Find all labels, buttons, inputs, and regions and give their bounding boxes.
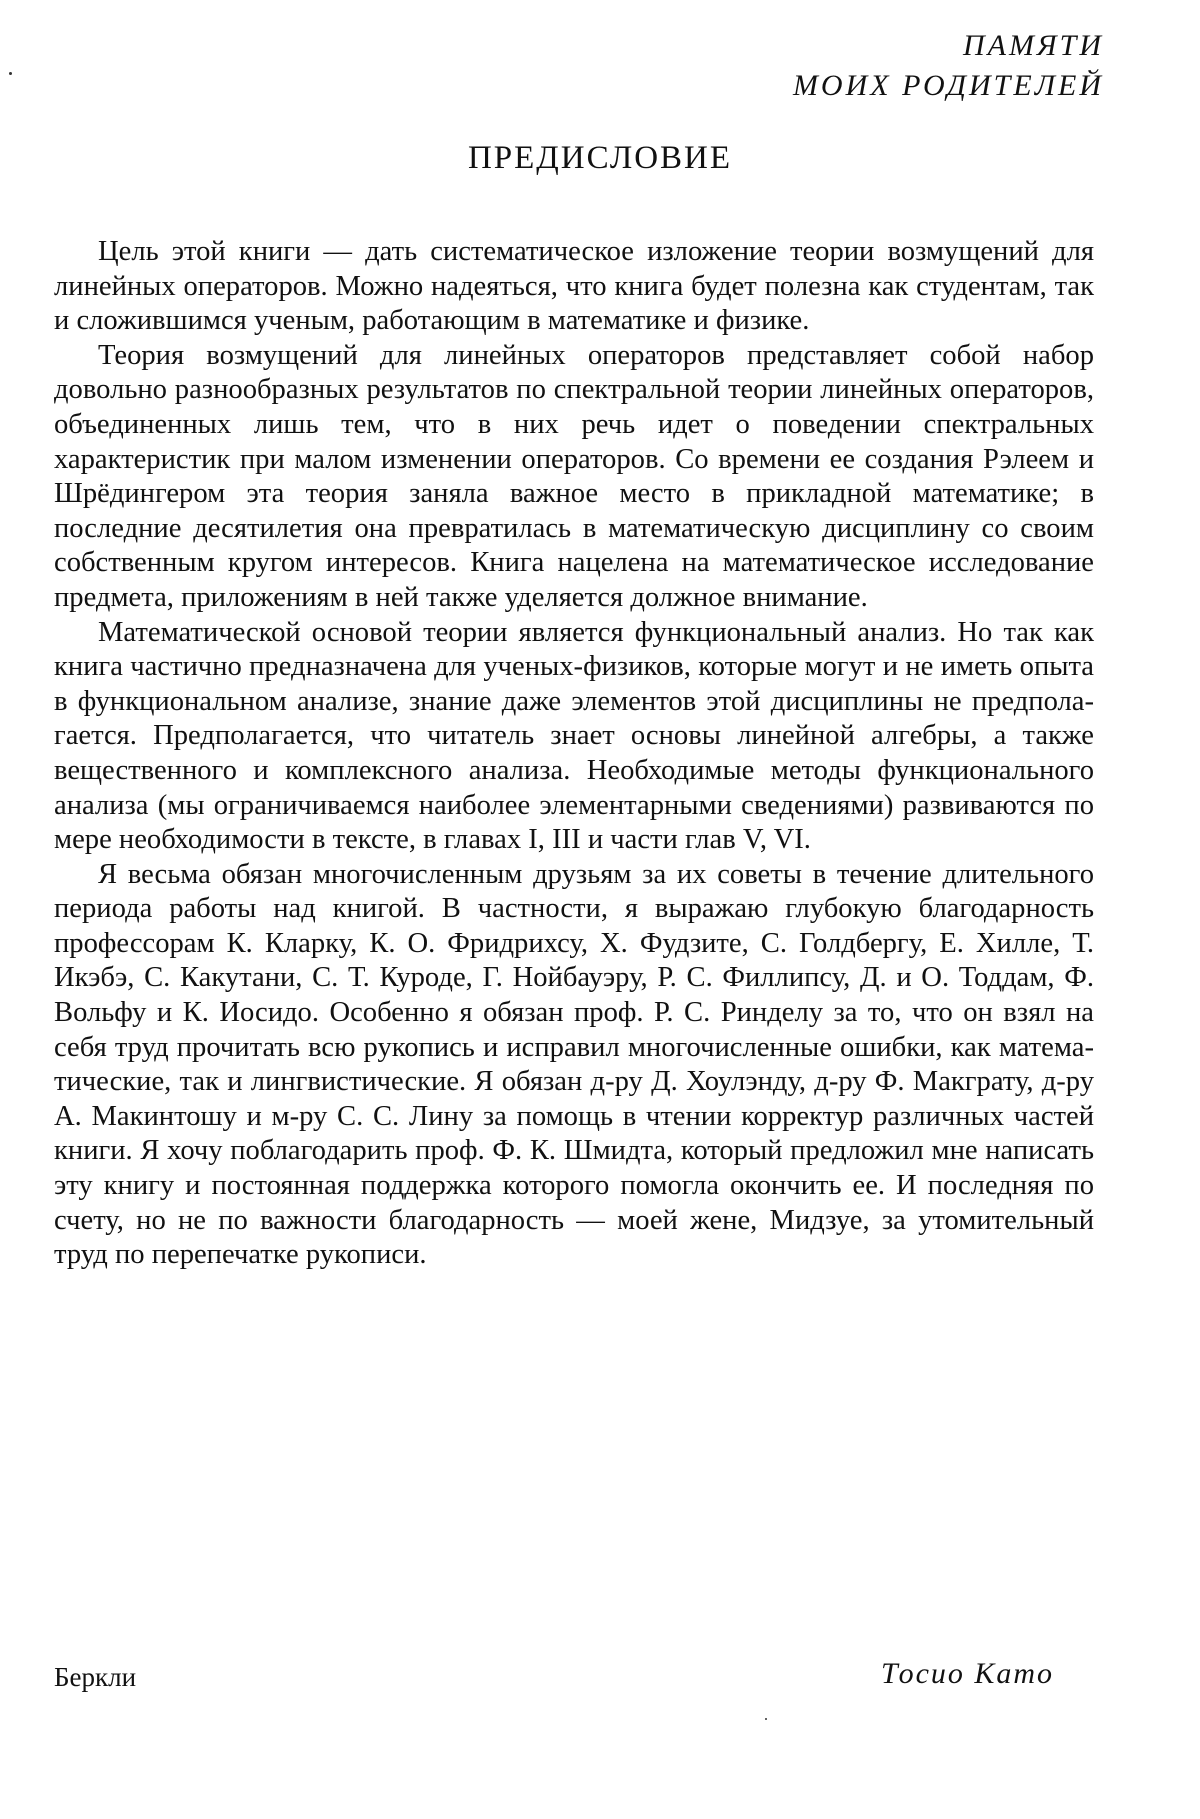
page-title: ПРЕДИСЛОВИЕ [467, 140, 733, 176]
paragraph-2: Теория возмущений для линейных операторов представляет собой набор довольно разнообразных результатов по спектральной теории линейных операторов, объединенных лишь тем, что в них речь идет о поведении спектральных характеристик при малом изменении операторов. Со времени ее создания Рэлеем и Шрёдингером эта теория заняла важное место в прикладной математике; в последние десятилетия она превратилась в математическую дисциплину со своим собственным кругом интересов. Книга нацелена на математическое исследование предмета, приложениям в ней также уделяется должное внимание. [54, 339, 1094, 613]
footer-author-signature: Тосио Като [880, 1657, 1054, 1690]
dedication-line-2: МОИХ РОДИТЕЛЕЙ [792, 69, 1104, 102]
scan-speck-mark [9, 72, 12, 75]
paragraph-3: Математической основой теории является функциональный анализ. Но так как книга частично предназначена для ученых-физиков, которые могут и не иметь опыта в функциональном анализе, знание даже элементов этой дисциплины не предполагается. Предполагается, что читатель знает основы линейной алгебры, а также вещественного и комплексного анализа. Необходимые методы функционального анализа (мы ограничиваемся наиболее элементарными сведениями) развиваются по мере необходимости в тексте, в главах I, III и части глав V, VI. [54, 616, 1094, 856]
dedication-line-1: ПАМЯТИ [962, 29, 1104, 62]
footer-place: Беркли [54, 1662, 137, 1692]
paragraph-4: Я весьма обязан многочисленным друзьям за их советы в течение длительного периода работы над книгой. В частности, я выражаю глубокую благодарность профессорам К. Кларку, К. О. Фридрихсу, Х. Фудзите, С. Голдбергу, Е. Хилле, Т. Икэбэ, С. Какутани, С. Т. Куроде, Г. Нойбауэру, Р. С. Филлипсу, Д. и О. Тоддам, Ф. Вольфу и К. Иосидо. Особенно я обязан проф. Р. С. Ринделу за то, что он взял на себя труд прочитать всю рукопись и исправил многочисленные ошибки, как математические, так и лингвистические. Я обязан д-ру Д. Хоулэнду, д-ру Ф. Макграту, д-ру А. Макинтошу и м-ру С. С. Лину за помощь в чтении корректур различных частей книги. Я хочу поблагодарить проф. Ф. К. Шмидта, который предложил мне написать эту книгу и постоянная поддержка которого помогла окончить ее. И последняя по счету, но не по важности благодарность — моей жене, Мидзуе, за утомительный труд по перепечатке рукописи. [54, 858, 1094, 1271]
dedication [793, 26, 1104, 106]
paragraph-1: Цель этой книги — дать систематическое изложение теории возмущений для линейных операторов. Можно надеяться, что книга будет полезна как студентам, так и сложившимся ученым, работающим в математике и физике. [54, 236, 1094, 337]
scan-speck-mark [765, 1718, 767, 1720]
preface-body [54, 235, 1094, 1273]
